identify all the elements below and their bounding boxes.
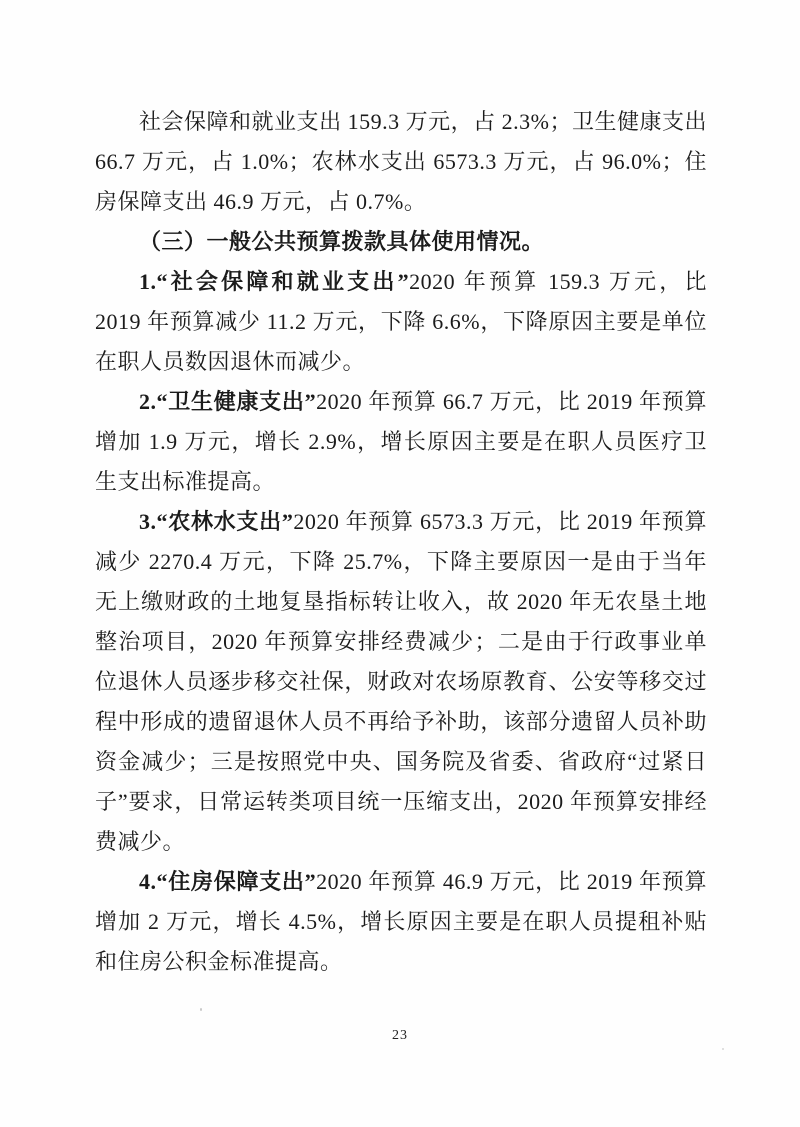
item-2-body: 2020 年预算 66.7 万元，比 2019 年预算增加 1.9 万元，增长 2.9%，增长原因主要是在职人员医疗卫生支出标准提高。 (95, 389, 707, 494)
item-paragraph-3 (95, 502, 707, 862)
intro-paragraph: 社会保障和就业支出 159.3 万元，占 2.3%；卫生健康支出 66.7 万元，占 1.0%；农林水支出 6573.3 万元，占 96.0%；住房保障支出 46.9 万元，占 0.7%。 (95, 109, 707, 214)
item-paragraph-4 (95, 862, 707, 982)
item-4-lead: 4.“住房保障支出” (139, 869, 317, 894)
item-3-body: 2020 年预算 6573.3 万元，比 2019 年预算减少 2270.4 万元，下降 25.7%，下降主要原因一是由于当年无上缴财政的土地复垦指标转让收入，故 2020 年无农垦土地整治项目，2020 年预算安排经费减少；二是由于行政事业单位退休人员逐步移交社保，财政对农场原教育、公安等移交过程中形成的遗留退休人员不再给予补助，该部分遗留人员补助资金减少；三是按照党中央、国务院及省委、省政府“过紧日子”要求，日常运转类项目统一压缩支出，2020 年预算安排经费减少。 (95, 509, 707, 854)
item-1-lead: 1.“社会保障和就业支出” (139, 269, 410, 294)
item-paragraph-2 (95, 382, 707, 502)
item-4-body: 2020 年预算 46.9 万元，比 2019 年预算增加 2 万元，增长 4.5%，增长原因主要是在职人员提租补贴和住房公积金标准提高。 (95, 869, 707, 974)
document-body (95, 102, 707, 982)
item-paragraph-1 (95, 262, 707, 382)
item-3-lead: 3.“农林水支出” (139, 509, 294, 534)
scan-speck (722, 1048, 724, 1050)
section-heading: （三）一般公共预算拨款具体使用情况。 (139, 229, 545, 254)
page-number: 23 (392, 1028, 408, 1043)
item-1-body: 2020 年预算 159.3 万元，比 2019 年预算减少 11.2 万元，下降 6.6%，下降原因主要是单位在职人员数因退休而减少。 (95, 269, 707, 374)
item-2-lead: 2.“卫生健康支出” (139, 389, 317, 414)
scan-speck (200, 1008, 202, 1011)
